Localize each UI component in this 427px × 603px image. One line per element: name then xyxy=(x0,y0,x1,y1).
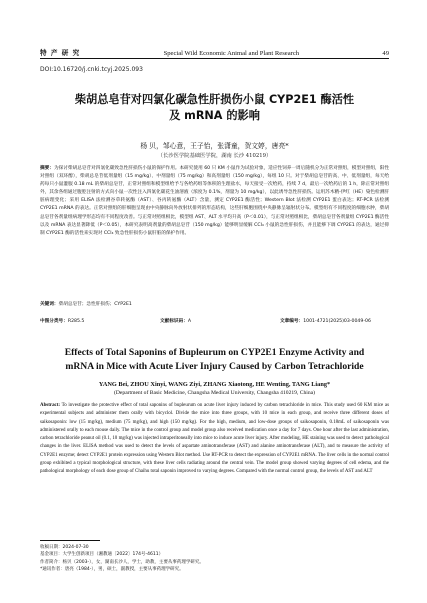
doi[interactable]: DOI:10.16720/j.cnki.tcyj.2025.093 xyxy=(40,66,143,73)
chinese-title xyxy=(40,92,389,124)
running-header xyxy=(40,45,389,57)
english-abstract xyxy=(40,402,389,476)
doc-code-label: 文献标识码： xyxy=(160,319,188,324)
chinese-abstract-text: 为探讨柴胡总皂苷对四氯化碳致急性肝损伤小鼠的保护作用。本研究使用 60 只 KM 小鼠作为试验对象，适应性饲养一周后随机分为正常对照组，模型对照组，阳性对照组（双环醇），柴胡总皂苷低剂量组（15 mg/kg）、中剂量组（75 mg/kg）和高剂量组（150 mg/kg），每组 10 只。对于柴胡总皂苷的高、中、低剂量组，每天给药每只小鼠灌服 0.18 mL 的柴胡总皂苷，正常对照组和模型组给予与各给药组等体积的生理盐水，每天接受一次给药，持续 7 d，最后一次给药后的 1 h，除正常对照组外，其余各组通过腹腔注射的方式向小鼠一次性注入四氯化碳花生油溶液（浓度为 0.1%，剂量为 10 mg/kg），以此诱导急性肝损伤。运用苏木精-伊红（HE）染色检测肝脏病理变化；采用 ELISA 法检测谷草转氨酶（AST）、谷丙转氨酶（ALT）含量，测定 CYP2E1 酶活性；Western Blot 法检测 CYP2E1 蛋白表达；RT-PCR 法检测 CYP2E1 mRNA 的表达。正常对照组的肝细胞呈现由中央静脉向外放射状排列的形态结构，这些肝细胞围绕中央静脉呈辐射状分布。模型组有不同程度的细胞水肿，柴胡总皂苷各剂量组病理学形态均有不同程度改善。与正常对照组相比，模型组 AST、ALT 水平均升高（P＜0.01），与正常对照组相比，柴胡总皂苷各剂量组 CYP2E1 酶活性以及 mRNA 表达显著降低（P＜0.05），本研究表明高剂量的柴胡总皂苷（150 mg/kg）能够明显缓解 CCl₄ 小鼠的急性肝损伤，并且能够下调 CYP2E1 的表达，通过抑制 CYP2E1 酶的活性来实现对 CCl₄ 致急性肝损伤小鼠肝脏的保护作用。 xyxy=(40,166,389,236)
footnote-received: 收稿日期：2024-07-30 xyxy=(40,545,89,550)
chinese-title-line2: 及 mRNA 的影响 xyxy=(169,109,260,122)
page-number: 49 xyxy=(382,50,389,57)
footnote-rule xyxy=(40,540,100,541)
document-code xyxy=(160,318,280,324)
english-title-line2: mRNA in Mice with Acute Liver Injury Caused by Carbon Tetrachloride xyxy=(65,360,364,372)
clc-value: R285.5 xyxy=(67,319,85,324)
english-abstract-label: Abstract: xyxy=(40,403,61,408)
clc-number xyxy=(40,318,160,324)
english-abstract-text: To investigate the protective effect of total saponins of bupleurum on acute liver injury induced by carbon tetrachloride in mice. This study used 60 KM mice as experimental subjects and administer them orally with bicyclol. Divide the mice into three groups, with 10 mice in each group, and receive three different doses of saikosaponin: low (15 mg/kg), medium (75 mg/kg), and high (150 mg/kg). For the high, medium, and low-dose groups of saikosaponin, 0.18mL of saikosaponin was administered orally to each mouse daily. The mice in the control group and model group also received medication once a day for 7 days. One hour after the last administration, carbon tetrachloride peanut oil (0.1, 10 mg/kg) was injected intraperitoneally into mice to induce acute liver injury. After modeling, HE staining was used to detect pathological changes in the liver. ELISA method was used to detect the levels of aspartate aminotransferase (AST) and alanine aminotransferase (ALT), and to measure the activity of CYP2E1 enzyme; detect CYP2E1 protein expression using Western Blot method. Use RT-PCR to detect the expression of CYP2E1 mRNA. The liver cells in the normal control group exhibited a typical morphological structure, with these liver cells radiating around the central vein. The model group showed varying degrees of cell edema, and the pathological morphology of each dose group of Chaihu total saponin improved to varying degrees. Compared with the normal control group, the levels of AST and ALT xyxy=(40,403,389,474)
footnote-corresponding: *通讯作者：唐亮（1984-），男，硕士，副教授，主要从事药理学研究。 xyxy=(40,567,184,573)
footnote-author-bio: 作者简介：杨贝（2003-），女，湖南长沙人，学士，助教，主要从事药理学研究。 xyxy=(40,559,204,565)
article-number-value: 1001-4721(2025)03-0049-06 xyxy=(303,319,371,324)
chinese-keywords-label: 关键词： xyxy=(40,302,59,307)
english-authors: YANG Bei, ZHOU Xinyi, WANG Ziyi, ZHANG Xiaotong, HE Wenting, TANG Liang* xyxy=(98,381,331,388)
journal-name: Special Wild Economic Animal and Plant Research xyxy=(163,50,300,57)
doc-code-value: A xyxy=(187,319,192,324)
clc-label: 中图分类号： xyxy=(40,319,68,324)
article-number-label: 文章编号： xyxy=(280,319,304,324)
chinese-abstract-label: 摘要： xyxy=(40,166,54,171)
section-name: 特 产 研 究 xyxy=(40,49,81,57)
footnote-fund: 基金项目：大学生创新项目（湘教通〔2022〕174号-4611） xyxy=(40,552,164,558)
chinese-keywords-text: 柴胡总皂苷；急性肝损伤；CYP2E1 xyxy=(58,302,132,307)
classification-row xyxy=(40,318,389,324)
chinese-affiliation: （长沙医学院基础医学院，湖南 长沙 410219） xyxy=(157,153,272,159)
chinese-keywords xyxy=(40,301,389,309)
chinese-title-line1: 柴胡总皂苷对四氯化碳急性肝损伤小鼠 CYP2E1 酶活性 xyxy=(74,93,355,106)
chinese-authors: 杨 贝，邹心意，王子怡，张潇童，贺文婷，唐亮* xyxy=(140,142,289,150)
english-title xyxy=(40,346,389,373)
article-number xyxy=(280,318,371,324)
footnotes xyxy=(40,544,389,574)
english-affiliation: (Department of Basic Medicine, Changsha Medical University, Changsha 410219, China) xyxy=(114,390,315,396)
chinese-abstract xyxy=(40,165,389,238)
header-rule xyxy=(40,58,389,59)
english-title-line1: Effects of Total Saponins of Bupleurum on CYP2E1 Enzyme Activity and xyxy=(64,347,365,358)
